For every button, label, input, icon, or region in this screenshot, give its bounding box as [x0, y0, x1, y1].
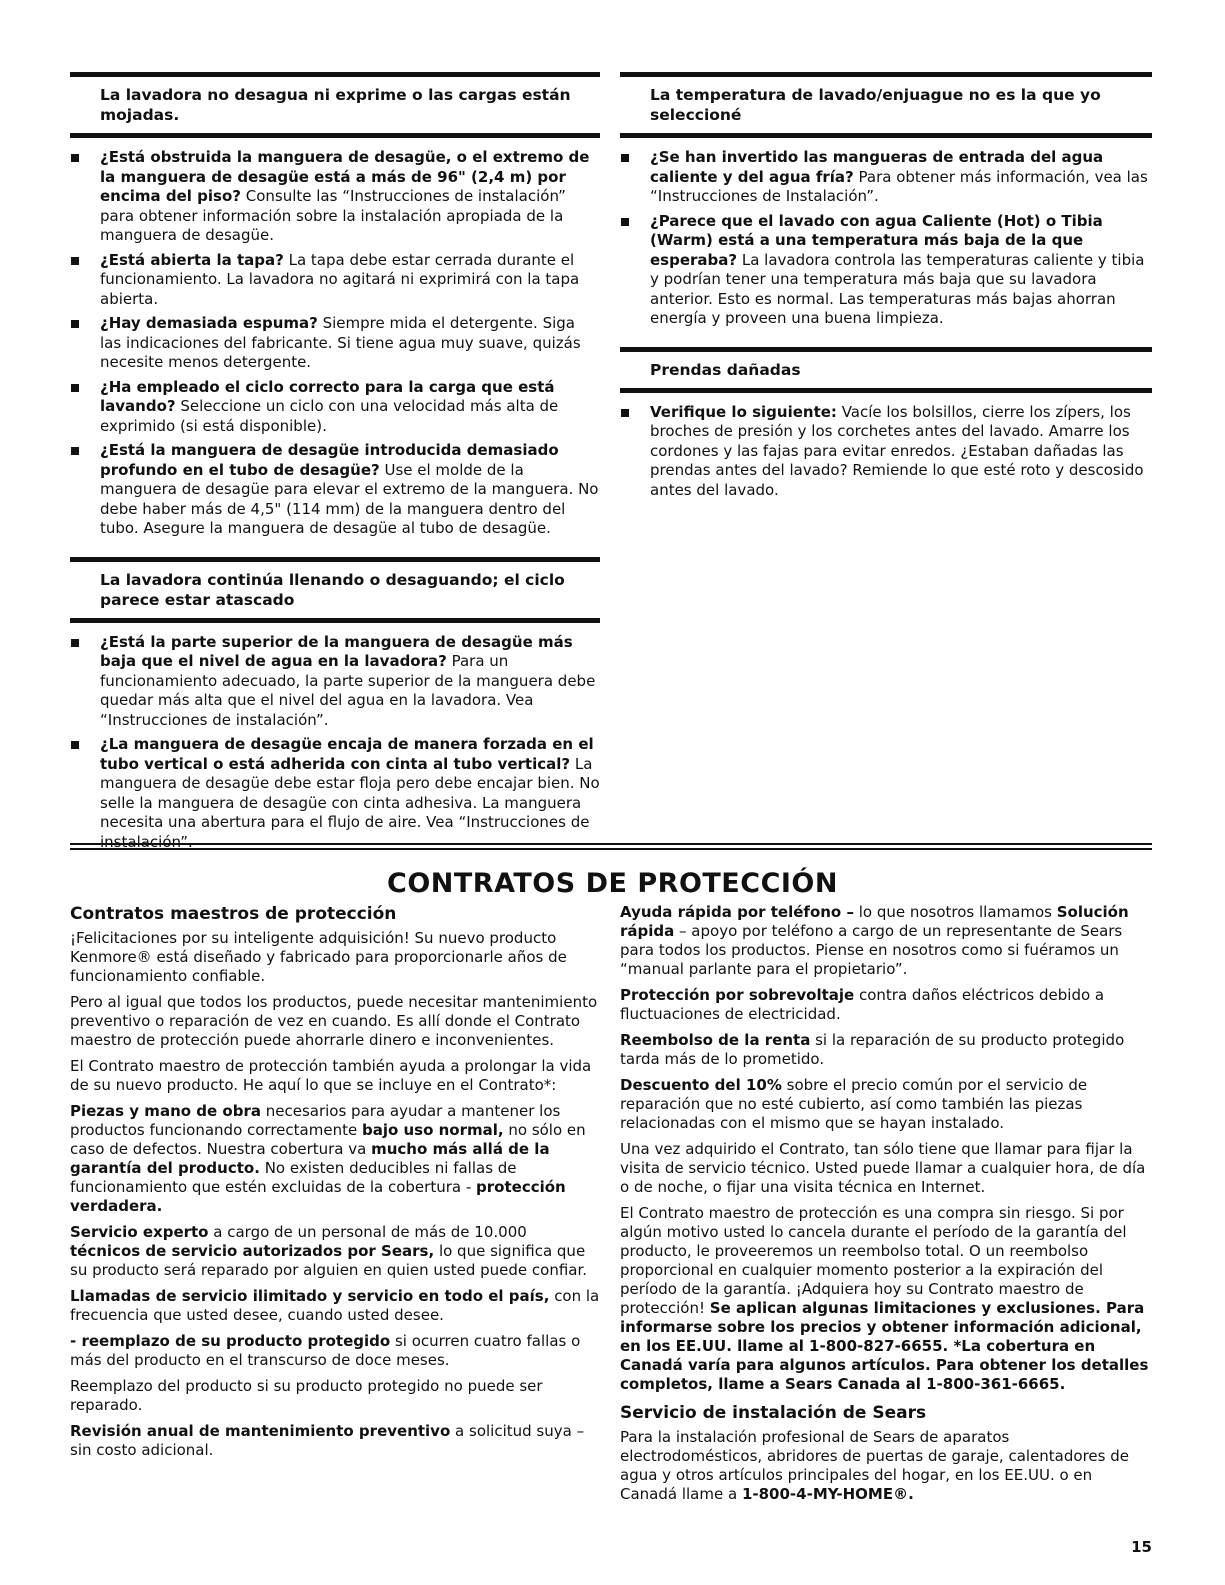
- bold-text: Se aplican algunas limitaciones y exclusiones. Para informarse sobre los precios y obtener información adicional, en los EE.UU. llame al 1-800-827-6655. *La cobertura en Canadá varía para algunos artículos. Para obtener los detalles completos, llame a Sears Canada al 1-800-361-6665.: [620, 1299, 1149, 1393]
- item-answer: Seleccione un ciclo con una velocidad más alta de exprimido (si está disponible).: [100, 397, 559, 435]
- bold-text: 1-800-4-MY-HOME®.: [741, 1485, 914, 1503]
- troubleshooting-section: [620, 347, 1152, 501]
- troubleshooting-section: [70, 557, 600, 853]
- paragraph: [620, 1076, 1152, 1133]
- page-number: 15: [1131, 1538, 1152, 1556]
- section-heading: Prendas dañadas: [620, 347, 1152, 393]
- item-answer: Consulte las “Instrucciones de instalación” para obtener información sobre la instalación apropiada de la manguera de desagüe.: [100, 187, 566, 244]
- paragraph: [70, 1057, 600, 1095]
- square-bullet-icon: [621, 218, 629, 226]
- item-question: ¿Está la parte superior de la manguera de desagüe más baja que el nivel de agua en la lavadora?: [100, 632, 573, 670]
- item-list: [620, 148, 1152, 329]
- item-answer: Vacíe los bolsillos, cierre los zípers, los broches de presión y los corchetes antes del lavado. Amarre los cordones y las fajas para evitar enredos. ¿Estaban dañadas las prendas antes del lavado? Remiende lo que esté roto y descosido antes del lavado.: [650, 402, 1144, 499]
- item-answer: Para un funcionamiento adecuado, la parte superior de la manguera debe quedar más alta que el nivel del agua en la lavadora. Vea “Instrucciones de instalación”.: [100, 652, 596, 729]
- item-answer: La lavadora controla las temperaturas caliente y tibia y podrían tener una temperatura más baja que su lavadora anterior. Esto es normal. Las temperaturas más bajas ahorran energía y proveen una buena limpieza.: [650, 250, 1145, 327]
- list-item: [70, 378, 600, 437]
- square-bullet-icon: [71, 257, 79, 265]
- paragraph: [70, 1377, 600, 1415]
- paragraph: [620, 1140, 1152, 1197]
- square-bullet-icon: [71, 639, 79, 647]
- body-text: El Contrato maestro de protección también ayuda a prolongar la vida de su nuevo producto. He aquí lo que se incluye en el Contrato*:: [70, 1057, 592, 1094]
- body-text: Una vez adquirido el Contrato, tan sólo tiene que llamar para fijar la visita de servicio técnico. Usted puede llamar a cualquier hora, de día o de noche, o fijar una visita técnica en Internet.: [620, 1140, 1146, 1196]
- paragraph: [70, 993, 600, 1050]
- body-text: sobre el precio común por el servicio de reparación que no esté cubierto, así como también las piezas relacionadas con el mismo que se hayan instalado.: [620, 1076, 1088, 1132]
- list-item: [70, 441, 600, 539]
- troubleshooting-section: [70, 72, 600, 539]
- item-list: [620, 403, 1152, 501]
- item-answer: Para obtener más información, vea las “Instrucciones de Instalación”.: [650, 167, 1148, 205]
- list-item: [70, 735, 600, 852]
- item-question: ¿Ha empleado el ciclo correcto para la carga que está lavando?: [100, 377, 555, 415]
- item-question: ¿Hay demasiada espuma?: [100, 314, 318, 332]
- bold-text: Llamadas de servicio ilimitado y servicio en todo el país,: [70, 1287, 550, 1305]
- list-item: [70, 633, 600, 731]
- troubleshooting-section: [620, 72, 1152, 329]
- item-list: [70, 148, 600, 539]
- list-item: [620, 148, 1152, 207]
- item-answer: Siempre mida el detergente. Siga las indicaciones del fabricante. Si tiene agua muy suave, quizás necesite menos detergente.: [100, 314, 581, 371]
- bold-text: bajo uso normal,: [361, 1121, 504, 1139]
- contracts-left-column: [70, 903, 600, 1467]
- list-item: [620, 403, 1152, 501]
- right-troubleshooting-column: [620, 72, 1152, 518]
- square-bullet-icon: [71, 154, 79, 162]
- body-text: ¡Felicitaciones por su inteligente adquisición! Su nuevo producto Kenmore® está diseñado y fabricado para proporcionarle años de funcionamiento confiable.: [70, 929, 567, 985]
- item-question: ¿Se han invertido las mangueras de entrada del agua caliente y del agua fría?: [650, 148, 1104, 186]
- section-heading: La lavadora no desagua ni exprime o las cargas están mojadas.: [70, 72, 600, 138]
- body-text: si la reparación de su producto protegido tarda más de lo prometido.: [620, 1031, 1125, 1068]
- square-bullet-icon: [621, 154, 629, 162]
- item-question: Verifique lo siguiente:: [650, 402, 837, 421]
- installation-subhead: Servicio de instalación de Sears: [620, 1403, 927, 1423]
- body-text: con la frecuencia que usted desee, cuando usted desee.: [70, 1287, 600, 1324]
- bold-text: Servicio experto: [70, 1223, 209, 1241]
- item-list: [70, 633, 600, 853]
- body-text: no sólo en caso de defectos. Nuestra cobertura va: [70, 1121, 586, 1158]
- square-bullet-icon: [71, 384, 79, 392]
- bold-text: Solución rápida: [620, 903, 1129, 940]
- paragraph: [70, 1102, 600, 1216]
- paragraph: [70, 1422, 600, 1460]
- bold-text: protección verdadera.: [70, 1178, 566, 1215]
- body-text: – apoyo por teléfono a cargo de un representante de Sears para todos los productos. Piense en nosotros como si fuéramos un “manual parlante para el propietario”.: [620, 922, 1123, 978]
- bold-text: Ayuda rápida por teléfono –: [620, 903, 854, 921]
- list-item: [70, 251, 600, 310]
- paragraph: [70, 1287, 600, 1325]
- paragraph: [70, 1332, 600, 1370]
- list-item: [620, 212, 1152, 329]
- bold-text: Revisión anual de mantenimiento preventivo: [70, 1422, 451, 1440]
- section-heading: La temperatura de lavado/enjuague no es la que yo seleccioné: [620, 72, 1152, 138]
- square-bullet-icon: [71, 320, 79, 328]
- contracts-subhead: Contratos maestros de protección: [70, 904, 397, 924]
- body-text: Para la instalación profesional de Sears de aparatos electrodomésticos, abridores de puertas de garaje, calentadores de agua y otros artículos principales del hogar, en los EE.UU. o en Canadá llame a: [620, 1428, 1129, 1503]
- body-text: Reemplazo del producto si su producto protegido no puede ser reparado.: [70, 1377, 543, 1414]
- bold-text: Protección por sobrevoltaje: [620, 986, 855, 1004]
- body-text: lo que nosotros llamamos: [853, 903, 1057, 921]
- square-bullet-icon: [71, 447, 79, 455]
- square-bullet-icon: [621, 409, 629, 417]
- body-text: El Contrato maestro de protección es una compra sin riesgo. Si por algún motivo usted lo cancela durante el período de la garantía del producto, le proveeremos un reembolso total. O un reembolso proporcional en cualquier momento posterior a la expiración del período de la garantía. ¡Adquiera hoy su Contrato maestro de protección!: [620, 1204, 1127, 1317]
- body-text: No existen deducibles ni fallas de funcionamiento que estén excluidas de la cobertura -: [70, 1159, 517, 1196]
- list-item: [70, 314, 600, 373]
- bold-text: técnicos de servicio autorizados por Sears,: [70, 1242, 435, 1260]
- body-text: Pero al igual que todos los productos, puede necesitar mantenimiento preventivo o reparación de vez en cuando. Es allí donde el Contrato maestro de protección puede ahorrarle dinero e inconvenientes.: [70, 993, 598, 1049]
- bold-text: - reemplazo de su producto protegido: [70, 1332, 391, 1350]
- paragraph: [70, 1223, 600, 1280]
- contracts-title: CONTRATOS DE PROTECCIÓN: [387, 868, 838, 899]
- item-question: ¿Está la manguera de desagüe introducida demasiado profundo en el tubo de desagüe?: [100, 441, 559, 479]
- body-text: contra daños eléctricos debido a fluctuaciones de electricidad.: [620, 986, 1105, 1023]
- item-answer: La tapa debe estar cerrada durante el funcionamiento. La lavadora no agitará ni exprimirá con la tapa abierta.: [100, 250, 580, 308]
- bold-text: mucho más allá de la garantía del producto.: [70, 1140, 550, 1177]
- bold-text: Reembolso de la renta: [620, 1031, 811, 1049]
- bold-text: Descuento del 10%: [620, 1076, 782, 1094]
- paragraph: [620, 903, 1152, 979]
- body-text: lo que significa que su producto será reparado por alguien en quien usted puede confiar.: [70, 1242, 588, 1279]
- paragraph: [70, 929, 600, 986]
- body-text: a cargo de un personal de más de 10.000: [208, 1223, 527, 1241]
- section-heading: La lavadora continúa llenando o desaguando; el ciclo parece estar atascado: [70, 557, 600, 623]
- body-text: si ocurren cuatro fallas o más del producto en el transcurso de doce meses.: [70, 1332, 581, 1369]
- item-question: ¿La manguera de desagüe encaja de manera forzada en el tubo vertical o está adherida con cinta al tubo vertical?: [100, 735, 594, 773]
- bold-text: Piezas y mano de obra: [70, 1102, 261, 1120]
- left-troubleshooting-column: [70, 72, 600, 870]
- installation-paragraph: [620, 1428, 1152, 1504]
- body-text: necesarios para ayudar a mantener los productos funcionando correctamente: [70, 1102, 561, 1139]
- item-question: ¿Está obstruida la manguera de desagüe, o el extremo de la manguera de desagüe está a más de 96" (2,4 m) por encima del piso?: [100, 148, 590, 205]
- paragraph: [620, 986, 1152, 1024]
- paragraph: [620, 1204, 1152, 1394]
- list-item: [70, 148, 600, 246]
- paragraph: [620, 1031, 1152, 1069]
- body-text: a solicitud suya – sin costo adicional.: [70, 1422, 585, 1459]
- square-bullet-icon: [71, 741, 79, 749]
- item-answer: La manguera de desagüe debe estar floja pero debe encajar bien. No selle la manguera de desagüe con cinta adhesiva. La manguera necesita una abertura para el flujo de aire. Vea “Instrucciones de instalación”.: [100, 754, 600, 851]
- item-question: ¿Está abierta la tapa?: [100, 250, 284, 269]
- item-answer: Use el molde de la manguera de desagüe para elevar el extremo de la manguera. No debe haber más de 4,5" (114 mm) de la manguera dentro del tubo. Asegure la manguera de desagüe al tubo de desagüe.: [100, 460, 599, 537]
- contracts-right-column: [620, 903, 1152, 1511]
- item-question: ¿Parece que el lavado con agua Caliente (Hot) o Tibia (Warm) está a una temperatura más baja de la que esperaba?: [650, 211, 1103, 269]
- section-divider: [70, 843, 1152, 850]
